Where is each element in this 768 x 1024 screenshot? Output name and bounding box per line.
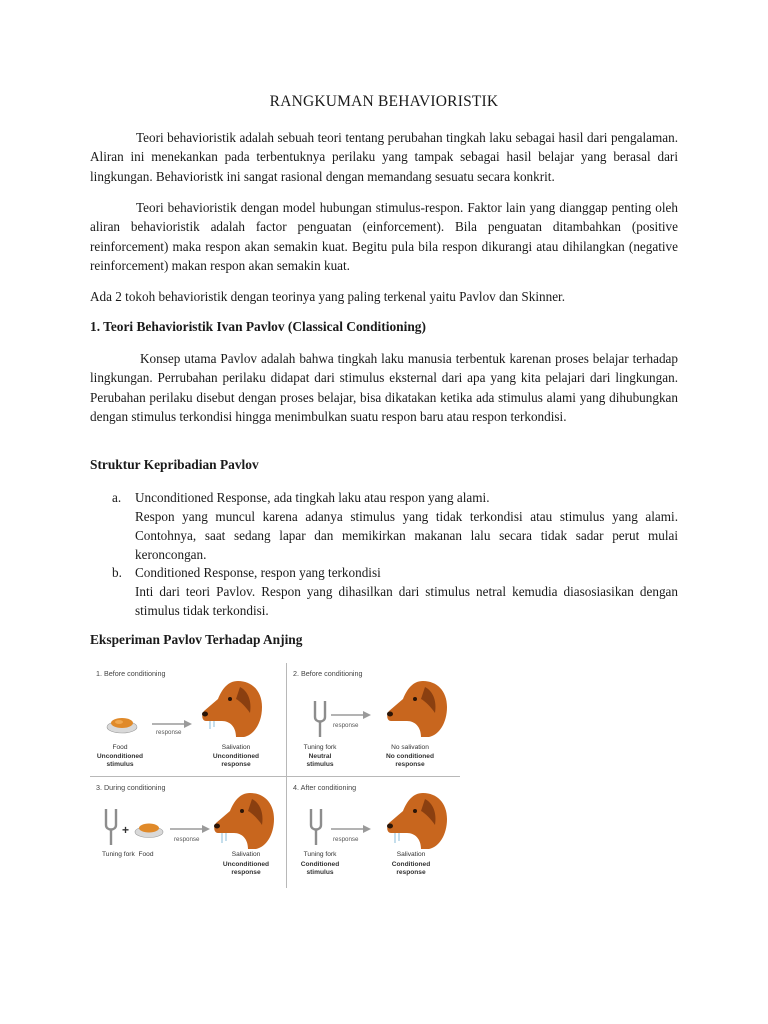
panel-title: 4. After conditioning [293,783,357,792]
list-marker: b. [112,565,122,580]
panel-title: 3. During conditioning [96,783,166,792]
stimulus-caption: Conditioned stimulus [300,861,340,876]
arrow-icon [150,719,194,729]
list-body: Inti dari teori Pavlov. Respon yang dihasilkan dari stimulus netral kemudia diasosiasikan dengan stimulus tidak terkondisi. [135,584,678,618]
arrow-icon [329,710,373,720]
list-label: Conditioned Response, respon yang terkondisi [135,565,381,580]
panel-title: 1. Before conditioning [96,669,166,678]
extra-stimulus-name: Food [138,851,154,858]
paragraph-stimulus-response: Teori behavioristik dengan model hubungan stimulus-respon. Faktor lain yang dianggap penting oleh aliran behavioristik adalah factor penguatan (einforcement). Bila penguatan ditambahkan (positive reinforcement) maka respon akan semakin kuat. Begitu pula bila respon dikurangi atau dihilangkan (negative reinforcement) makan respon akan semakin kuat. [90,200,678,274]
arrow-icon [329,824,373,834]
tuning-fork-icon [102,807,120,847]
plus-sign: + [122,823,130,837]
response-name: No salivation [391,744,429,751]
paragraph-pavlov-concept: Konsep utama Pavlov adalah bahwa tingkah laku manusia terbentuk karenan proses belajar terhadap lingkungan. Perrubahan perilaku didapat dari stimulus eksternal dari apa yang kita pelajari dari lingkungan. Perubahan perilaku disebut dengan proses belajar, bisa dikatakan ketika ada stimulus alami yang dihubungkan dengan stimulus terkondisi hingga menimbulkan suatu respon baru atau respon terkondisi. [90,351,678,425]
response-name: Salivation [396,851,426,858]
response-caption: Unconditioned response [212,753,260,768]
panel-before-conditioning-food [90,663,286,775]
stimulus-name: Tuning fork [303,851,337,858]
response-caption: Conditioned response [391,861,431,876]
response-name: Salivation [221,744,251,751]
response-label: response [333,722,359,729]
heading-struktur: Struktur Kepribadian Pavlov [90,457,259,472]
list-label: Unconditioned Response, ada tingkah laku atau respon yang alami. [135,490,490,505]
dog-head-icon [385,677,451,739]
document-title: RANGKUMAN BEHAVIORISTIK [269,93,499,110]
list-item [112,563,678,620]
panel-after-conditioning [287,777,483,889]
panel-before-conditioning-fork [287,663,483,775]
stimulus-name: Food [112,744,128,751]
response-label: response [156,729,182,736]
stimulus-caption: Unconditioned stimulus [96,753,144,768]
response-caption: Unconditioned response [222,861,270,876]
list-item [112,488,678,564]
list-body: Respon yang muncul karena adanya stimulus yang tidak terkondisi atau stimulus yang alami. Contohnya, saat sedang lapar dan memikirkan makanan lalu secara tidak sadar perut mulai keroncongan. [135,509,678,562]
food-bowl-icon [132,819,166,839]
tuning-fork-icon [311,699,329,739]
food-bowl-icon [104,713,140,735]
dog-head-icon [385,789,451,851]
response-label: response [174,836,200,843]
dog-head-icon [212,789,278,851]
response-name: Salivation [231,851,261,858]
heading-eksperimen: Eksperiman Pavlov Terhadap Anjing [90,632,303,647]
stimulus-name: Tuning fork [303,744,337,751]
panel-title: 2. Before conditioning [293,669,363,678]
stimulus-name: Tuning fork [102,851,135,858]
arrow-icon [168,824,212,834]
list-marker: a. [112,490,122,505]
paragraph-figures: Ada 2 tokoh behavioristik dengan teorinya yang paling terkenal yaitu Pavlov dan Skinner. [90,289,566,304]
paragraph-intro: Teori behavioristik adalah sebuah teori tentang perubahan tingkah laku sebagai hasil dari pengalaman. Aliran ini menekankan pada terbentuknya perilaku yang tampak sebagai hasil belajar yang berasal dari lingkungan. Behavioristk ini sangat rasional dengan memandang sesuatu secara konkrit. [90,130,678,184]
stimulus-caption: Neutral stimulus [306,753,334,768]
heading-pavlov: 1. Teori Behavioristik Ivan Pavlov (Classical Conditioning) [90,319,426,334]
dog-head-icon [200,677,266,739]
pavlov-experiment-figure [90,663,460,888]
response-caption: No conditioned response [386,753,434,768]
tuning-fork-icon [307,807,325,847]
response-label: response [333,836,359,843]
panel-during-conditioning [90,777,286,889]
